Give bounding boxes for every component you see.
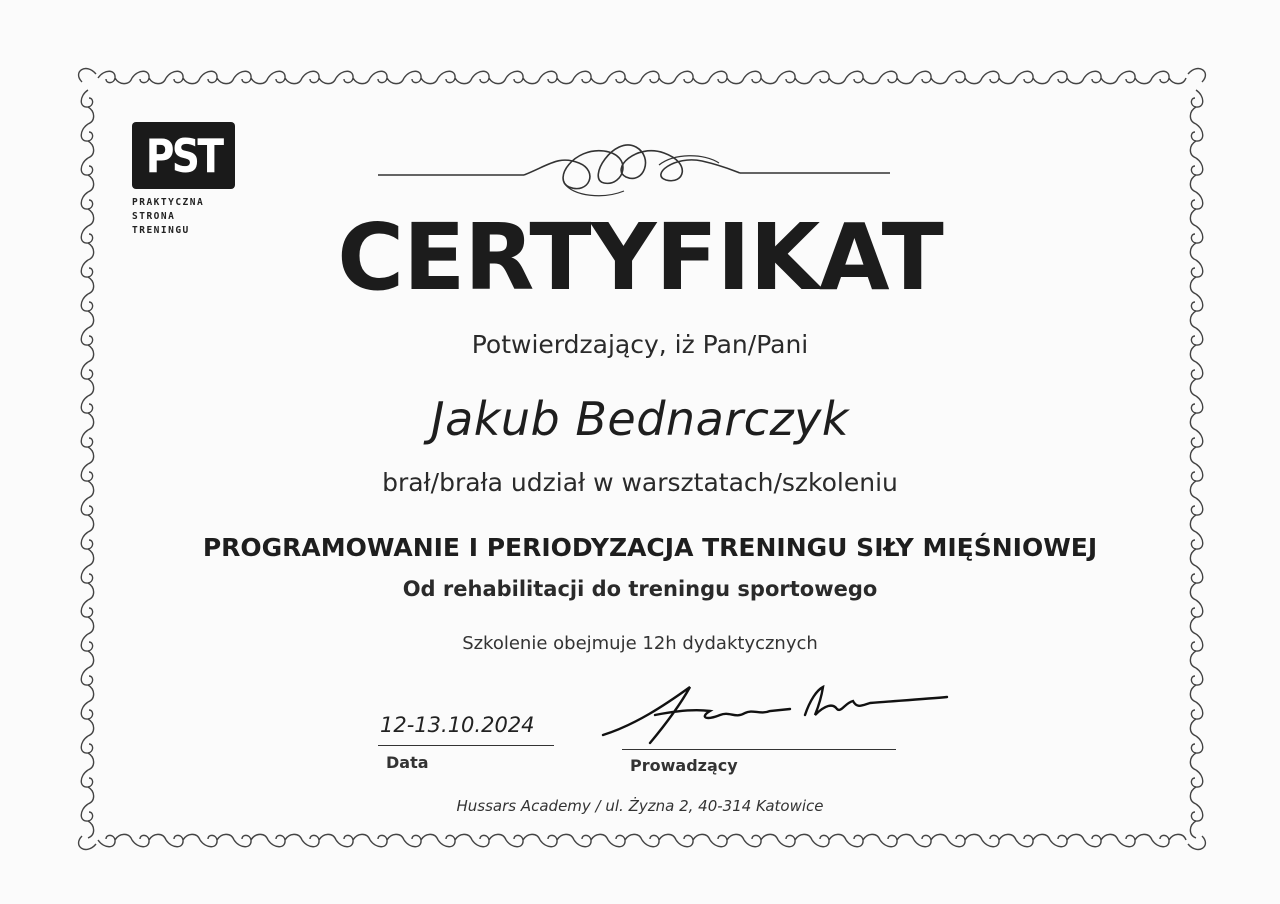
recipient-name: Jakub Bednarczyk xyxy=(431,392,849,446)
instructor-label: Prowadzący xyxy=(630,756,738,775)
date-label: Data xyxy=(386,753,429,772)
instructor-signature xyxy=(595,675,965,755)
course-title: PROGRAMOWANIE I PERIODYZACJA TRENINGU SIŁY MIĘŚNIOWEJ xyxy=(202,533,1098,562)
logo-subtitle-line: PRAKTYCZNA xyxy=(132,197,205,208)
certificate-title: CERTYFIKAT xyxy=(337,204,943,311)
participation-text: brał/brała udział w warsztatach/szkoleniu xyxy=(382,468,898,497)
course-subtitle: Od rehabilitacji do treningu sportowego xyxy=(402,577,878,601)
logo-subtitle-line: TRENINGU xyxy=(132,225,190,236)
confirmation-text: Potwierdzający, iż Pan/Pani xyxy=(471,330,809,359)
logo-badge xyxy=(132,122,235,189)
hours-note: Szkolenie obejmuje 12h dydaktycznych xyxy=(462,633,818,654)
logo-mark: PST xyxy=(145,128,222,183)
flourish-ornament xyxy=(374,125,894,205)
signature-underline xyxy=(622,749,896,750)
date-value: 12-13.10.2024 xyxy=(380,713,535,737)
date-underline xyxy=(378,745,554,746)
footer-address: Hussars Academy / ul. Żyzna 2, 40-314 Katowice xyxy=(456,797,824,815)
logo-subtitle-line: STRONA xyxy=(132,211,176,222)
